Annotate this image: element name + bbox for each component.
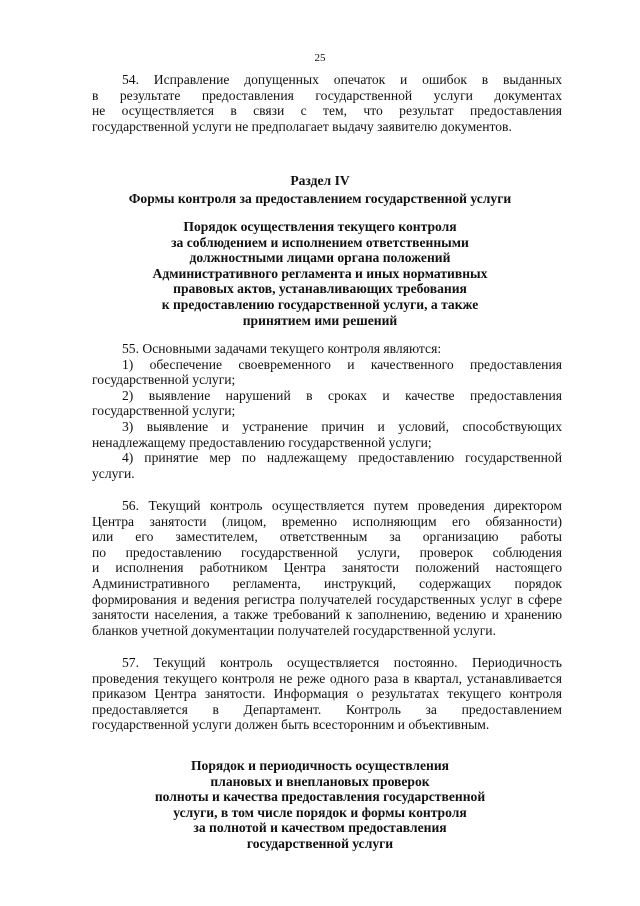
paragraph-line: или его заместителем, ответственным за организацию работы <box>92 529 562 545</box>
paragraph-line: предоставляется в Департамент. Контроль за предоставлением <box>92 701 562 717</box>
paragraph-line: 57. Текущий контроль осуществляется постоянно. Периодичность <box>122 655 562 670</box>
subheading-line: Административного регламента и иных нормативных <box>152 265 488 281</box>
paragraph-line: ненадлежащему предоставлению государственной услуги; <box>92 434 432 450</box>
paragraph-line: государственной услуги; <box>92 403 236 419</box>
paragraph-line: по предоставлению государственной услуги, проверок соблюдения <box>92 544 562 560</box>
page-number: 25 <box>314 52 326 64</box>
subheading-line: принятием ими решений <box>242 312 398 328</box>
paragraph-line: проведения текущего контроля не реже одного раза в квартал, устанавливается <box>92 670 562 686</box>
paragraph-line: в результате предоставления государственной услуги документах <box>92 87 562 103</box>
subheading-line: плановых и внеплановых проверок <box>210 773 430 789</box>
paragraph-line: занятости населения, а также требований к заполнению, ведению и хранению <box>92 607 562 623</box>
subheading-line: правовых актов, устанавливающих требования <box>173 281 467 297</box>
paragraph-line: бланков учетной документации получателей государственной услуги. <box>92 622 496 638</box>
section-heading <box>0 173 640 206</box>
paragraph-55 <box>92 341 562 481</box>
subheading-line: Порядок и периодичность осуществления <box>190 758 450 773</box>
section-title: Формы контроля за предоставлением государственной услуги <box>128 190 512 206</box>
paragraph-line: 2) выявление нарушений в сроках и качестве предоставления <box>122 387 562 403</box>
paragraph-line: 54. Исправление допущенных опечаток и ошибок в выданных <box>122 72 562 87</box>
paragraph-line: формирования и ведения регистра получателей государственных услуг в сфере <box>92 591 562 607</box>
paragraph-line: услуги. <box>92 465 135 481</box>
subheading-line: за полнотой и качеством предоставления <box>193 820 447 836</box>
paragraph-line: государственной услуги должен быть всесторонним и объективным. <box>92 717 490 733</box>
subheading-line: Порядок осуществления текущего контроля <box>183 219 457 234</box>
paragraph-line: 56. Текущий контроль осуществляется путем проведения директором <box>122 498 562 513</box>
subheading-line: полноты и качества предоставления государственной <box>154 789 486 805</box>
paragraph-line: не осуществляется в связи с тем, что результат предоставления <box>92 103 562 119</box>
paragraph-line: Административного регламента, инструкций, содержащих порядок <box>92 575 562 591</box>
paragraph-line: 4) принятие мер по надлежащему предоставлению государственной <box>122 450 562 466</box>
paragraph-line: и исполнения работником Центра занятости положений настоящего <box>92 560 562 576</box>
paragraph-line: Центра занятости (лицом, временно исполняющим его обязанности) <box>92 513 562 529</box>
subheading-line: должностными лицами органа положений <box>189 250 451 266</box>
subheading-line: услуги, в том числе порядок и формы контроля <box>173 804 467 820</box>
paragraph-line: государственной услуги не предполагает выдачу заявителю документов. <box>92 118 512 134</box>
paragraph-line: 1) обеспечение своевременного и качественного предоставления <box>122 356 562 372</box>
paragraph-56 <box>92 498 562 638</box>
subheading-line: за соблюдением и исполнением ответственными <box>171 234 469 250</box>
paragraph-line: приказом Центра занятости. Информация о результатах текущего контроля <box>92 686 562 702</box>
paragraph-line: 55. Основными задачами текущего контроля являются: <box>122 341 442 356</box>
paragraph-57 <box>92 655 562 733</box>
paragraph-line: 3) выявление и устранение причин и условий, способствующих <box>122 418 562 434</box>
subheading-current-control <box>0 219 640 328</box>
subheading-inspections <box>0 758 640 852</box>
subheading-line: государственной услуги <box>246 835 394 851</box>
paragraph-line: государственной услуги; <box>92 372 236 388</box>
section-number: Раздел IV <box>290 173 350 188</box>
subheading-line: к предоставлению государственной услуги, а также <box>161 296 479 312</box>
paragraph-54 <box>92 72 562 134</box>
